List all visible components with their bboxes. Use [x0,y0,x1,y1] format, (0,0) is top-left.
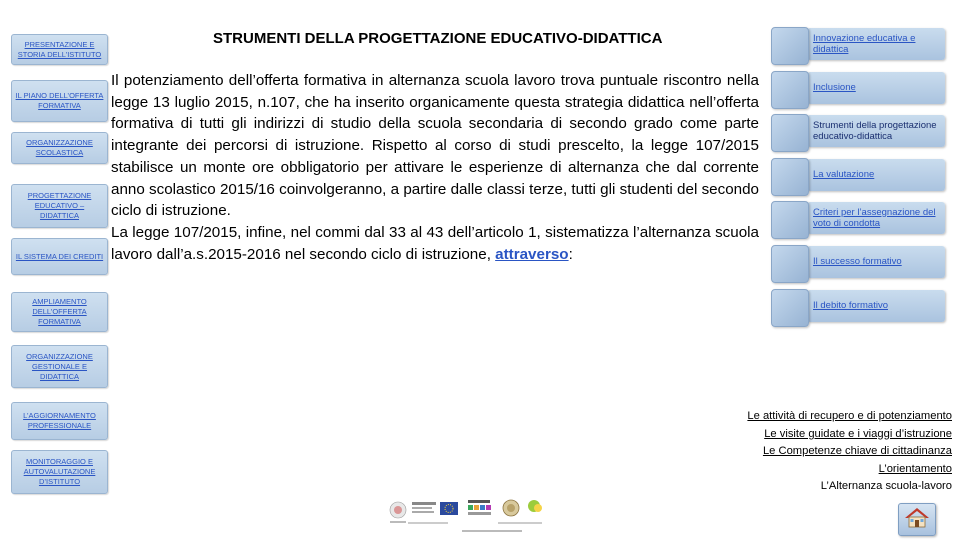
right-nav-label[interactable]: Il debito formativo [813,300,888,311]
right-nav-successo-formativo[interactable] [771,245,946,278]
logos-graphic [386,496,566,536]
paragraph-legge-107: La legge 107/2015, infine, nel commi dal 33 al 43 dell’articolo 1, sistematizza l’alternanza scuola lavoro dall’a.s.2015-2016 nel secondo ciclo di istruzione, [111,223,759,263]
right-nav-square[interactable] [771,71,809,109]
right-nav-inclusione[interactable] [771,71,946,104]
paragraph-end: : [568,245,573,263]
nav-organizzazione-scolastica[interactable]: ORGANIZZAZIONE SCOLASTICA [11,132,108,164]
right-nav-debito-formativo[interactable] [771,289,946,322]
nav-sistema-crediti[interactable]: IL SISTEMA DEI CREDITI [11,238,108,275]
right-nav-strumenti[interactable] [771,114,946,147]
right-nav-square[interactable] [771,27,809,65]
right-nav-square[interactable] [771,245,809,283]
right-nav-label[interactable]: Il successo formativo [813,256,902,267]
link-recupero-potenziamento[interactable]: Le attività di recupero e di potenziamento [747,410,952,422]
home-button[interactable] [898,503,936,536]
right-nav-square[interactable] [771,289,809,327]
right-nav-label[interactable]: La valutazione [813,169,875,180]
right-nav-square[interactable] [771,158,809,196]
page-title: STRUMENTI DELLA PROGETTAZIONE EDUCATIVO-DIDATTICA [213,30,663,47]
nav-ampliamento-offerta[interactable]: AMPLIAMENTO DELL’OFFERTA FORMATIVA [11,292,108,332]
partner-logos [386,496,566,536]
link-orientamento[interactable]: L’orientamento [878,462,952,475]
right-nav-label[interactable]: Criteri per l’assegnazione del voto di condotta [813,206,936,229]
link-competenze-cittadinanza[interactable]: Le Competenze chiave di cittadinanza [762,445,952,457]
alternanza-label: L’Alternanza scuola-lavoro [820,480,952,492]
bottom-link-list [747,408,952,496]
right-nav-voto-condotta[interactable] [771,201,946,234]
paragraph-alternanza: Il potenziamento dell’offerta formativa in alternanza scuola lavoro trova puntuale riscontro nella legge 13 luglio 2015, n.107, che ha inserito organicamente questa strategia didattica nell’offerta formativa di tutti gli indirizzi di studio della scuola secondaria di secondo grado come parte integrante dei percorsi di istruzione. Rispetto al corso di studi prescelto, la legge 107/2015 stabilisce un monte ore obbligatorio per attivare le esperienze di alternanza che dal corrente anno scolastico 2015/16 coinvolgeranno, a partire dalle classi terze, tutti gli studenti del secondo ciclo di istruzione. [111,72,759,220]
main-paragraph [111,70,759,265]
nav-aggiornamento-professionale[interactable]: L’AGGIORNAMENTO PROFESSIONALE [11,402,108,440]
right-nav-label[interactable]: Innovazione educativa e didattica [813,32,916,55]
link-visite-guidate[interactable]: Le visite guidate e i viaggi d’istruzione [764,427,952,440]
nav-organizzazione-gestionale[interactable]: ORGANIZZAZIONE GESTIONALE E DIDATTICA [11,345,108,388]
nav-monitoraggio-autovalutazione[interactable]: MONITORAGGIO E AUTOVALUTAZIONE D’ISTITUTO [11,450,108,494]
right-nav-square[interactable] [771,201,809,239]
right-nav-square[interactable] [771,114,809,152]
nav-progettazione-educativo-didattica[interactable]: PROGETTAZIONE EDUCATIVO – DIDATTICA [11,184,108,228]
right-nav-innovazione[interactable] [771,27,946,60]
nav-piano-offerta-formativa[interactable]: IL PIANO DELL’OFFERTA FORMATIVA [11,80,108,122]
home-icon [904,506,930,533]
nav-presentazione-istituto[interactable]: PRESENTAZIONE E STORIA DELL’ISTITUTO [11,34,108,65]
attraverso-link[interactable]: attraverso [495,245,569,263]
right-nav-valutazione[interactable] [771,158,946,191]
right-nav-label[interactable]: Strumenti della progettazione educativo-didattica [813,119,937,142]
right-nav-label[interactable]: Inclusione [813,82,856,93]
